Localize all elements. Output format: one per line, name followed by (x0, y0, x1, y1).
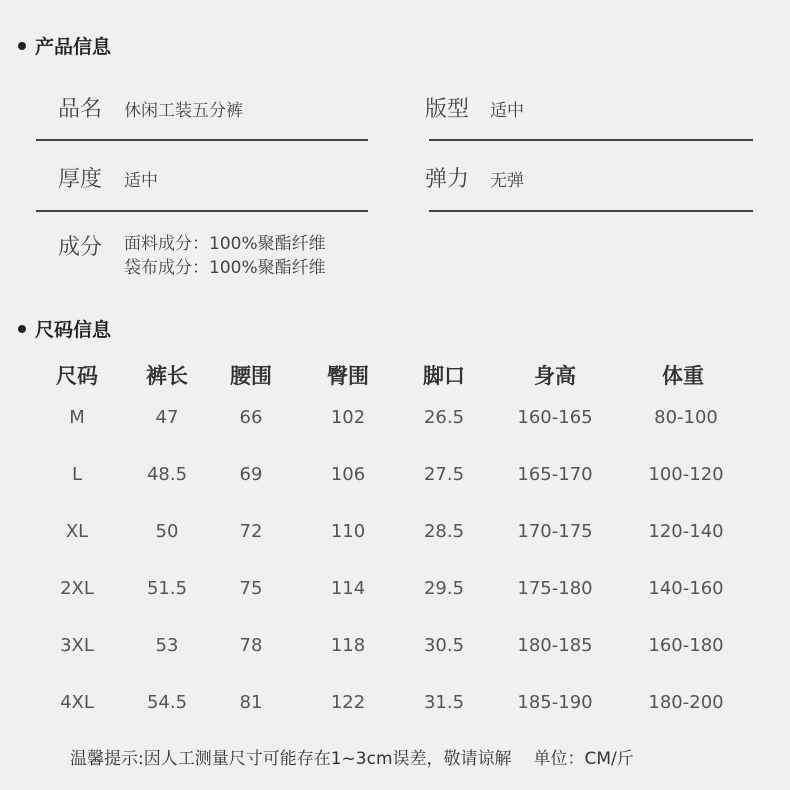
weight-cell: 80-100 (654, 407, 718, 428)
tolerance-note: 温馨提示:因人工测量尺寸可能存在1~3cm误差，敬请谅解 (70, 749, 512, 769)
length-cell: 51.5 (146, 578, 188, 599)
waist-cell: 78 (239, 635, 263, 656)
column-header: 尺码 (56, 364, 98, 388)
hip-cell: 110 (330, 521, 366, 542)
hem-cell: 30.5 (423, 635, 465, 656)
pocket-composition: 袋布成分：100%聚酯纤维 (124, 258, 326, 278)
hip-cell: 114 (330, 578, 366, 599)
size-cell: 4XL (60, 692, 94, 713)
composition-value (124, 232, 326, 280)
fit-value: 适中 (490, 101, 524, 121)
length-cell: 54.5 (146, 692, 188, 713)
weight-cell: 140-160 (648, 578, 724, 599)
column-header: 脚口 (423, 364, 465, 388)
column-header: 裤长 (146, 364, 188, 388)
hem-cell: 26.5 (423, 407, 465, 428)
size-info-title: 尺码信息 (35, 319, 112, 341)
length-cell: 50 (155, 521, 179, 542)
hem-cell: 29.5 (423, 578, 465, 599)
size-info-heading (18, 315, 111, 342)
size-cell: M (69, 407, 85, 428)
bullet-icon (18, 325, 26, 333)
height-cell: 160-165 (517, 407, 593, 428)
hip-cell: 106 (330, 464, 366, 485)
length-cell: 53 (155, 635, 179, 656)
size-cell: 3XL (60, 635, 94, 656)
column-header: 体重 (662, 364, 704, 388)
product-info-heading (18, 32, 111, 59)
product-name-value: 休闲工装五分裤 (124, 101, 243, 121)
size-cell: L (71, 464, 83, 485)
unit-note: 单位：CM/斤 (533, 749, 634, 769)
length-cell: 48.5 (146, 464, 188, 485)
hip-cell: 122 (330, 692, 366, 713)
product-info-title: 产品信息 (35, 36, 112, 58)
weight-cell: 100-120 (648, 464, 724, 485)
divider-line (36, 139, 368, 141)
hem-cell: 27.5 (423, 464, 465, 485)
height-cell: 180-185 (517, 635, 593, 656)
measurement-note (70, 744, 634, 769)
thickness-label: 厚度 (58, 167, 103, 192)
height-cell: 170-175 (517, 521, 593, 542)
hem-cell: 28.5 (423, 521, 465, 542)
height-cell: 175-180 (517, 578, 593, 599)
waist-cell: 75 (239, 578, 263, 599)
fabric-composition: 面料成分：100%聚酯纤维 (124, 234, 326, 254)
product-name-label: 品名 (58, 97, 103, 122)
elasticity-label: 弹力 (425, 167, 470, 192)
fit-label: 版型 (425, 97, 470, 122)
weight-cell: 120-140 (648, 521, 724, 542)
divider-line (429, 139, 753, 141)
composition-label: 成分 (58, 235, 103, 260)
bullet-icon (18, 42, 26, 50)
weight-cell: 180-200 (648, 692, 724, 713)
waist-cell: 81 (239, 692, 263, 713)
length-cell: 47 (155, 407, 179, 428)
height-cell: 165-170 (517, 464, 593, 485)
hip-cell: 118 (330, 635, 366, 656)
size-cell: XL (65, 521, 89, 542)
waist-cell: 66 (239, 407, 263, 428)
height-cell: 185-190 (517, 692, 593, 713)
divider-line (36, 210, 368, 212)
hip-cell: 102 (330, 407, 366, 428)
divider-line (429, 210, 753, 212)
thickness-value: 适中 (124, 171, 158, 191)
column-header: 臀围 (327, 364, 369, 388)
waist-cell: 72 (239, 521, 263, 542)
elasticity-value: 无弹 (490, 171, 524, 191)
hem-cell: 31.5 (423, 692, 465, 713)
column-header: 腰围 (230, 364, 272, 388)
weight-cell: 160-180 (648, 635, 724, 656)
size-cell: 2XL (60, 578, 94, 599)
waist-cell: 69 (239, 464, 263, 485)
column-header: 身高 (534, 364, 576, 388)
